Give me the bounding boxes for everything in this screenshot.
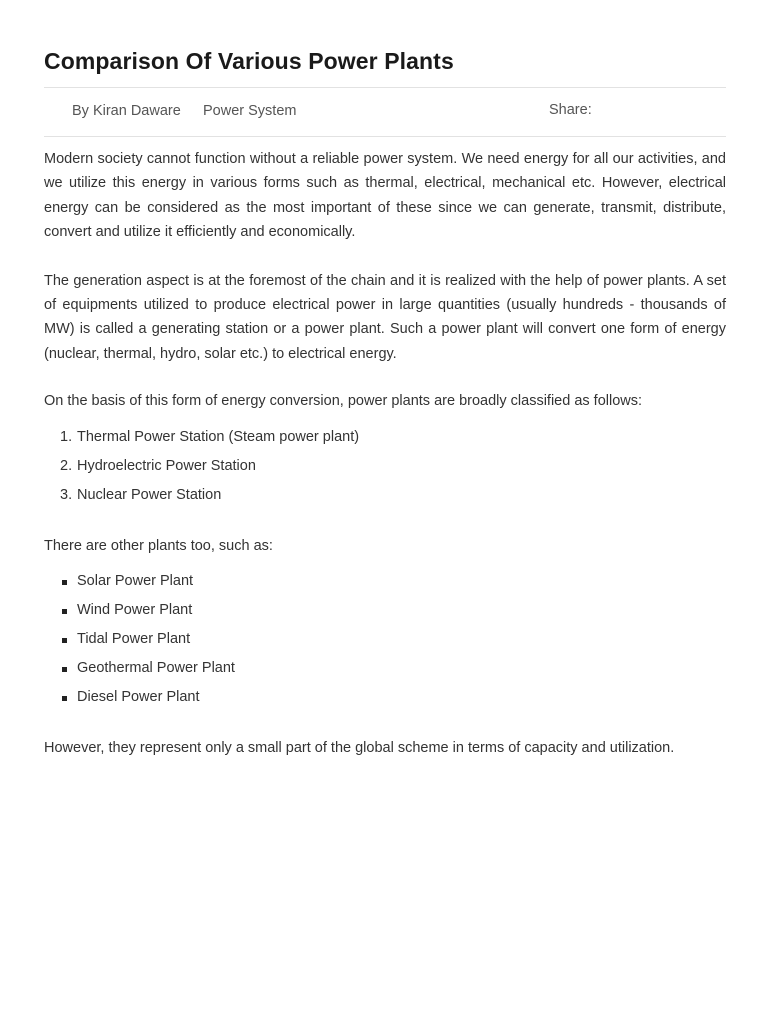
article-body xyxy=(44,147,726,760)
category-link[interactable]: Power System xyxy=(203,103,297,119)
article xyxy=(44,0,726,760)
list-item xyxy=(44,683,726,712)
author-link[interactable]: By Kiran Daware xyxy=(72,103,181,119)
bullet-icon xyxy=(62,638,67,643)
list-item-text: Wind Power Plant xyxy=(77,602,193,619)
page-title: Comparison Of Various Power Plants xyxy=(44,48,454,74)
list-number: 3. xyxy=(60,486,73,503)
bullet-icon xyxy=(62,580,67,585)
list-item-text: Hydroelectric Power Station xyxy=(77,457,256,474)
bullet-icon xyxy=(62,667,67,672)
article-meta-bar xyxy=(44,87,726,137)
paragraph-other-plants: There are other plants too, such as: xyxy=(44,537,273,554)
list-item xyxy=(44,481,726,510)
bullet-icon xyxy=(62,696,67,701)
paragraph-conclusion: However, they represent only a small part of the global scheme in terms of capacity and utilization. xyxy=(44,740,675,757)
paragraph-intro: Modern society cannot function without a reliable power system. We need energy for all our activities, and we utilize this energy in various forms such as thermal, electrical, mechanical etc. However, electrical energy can be considered as the most important of these since we can generate, transmit, distribute, convert and utilize it efficiently and economically. xyxy=(44,151,726,241)
list-item-text: Solar Power Plant xyxy=(77,573,194,590)
main-plant-types-list xyxy=(44,423,726,510)
list-item-text: Diesel Power Plant xyxy=(77,689,200,706)
list-number: 1. xyxy=(60,428,73,445)
list-item-text: Tidal Power Plant xyxy=(77,631,191,648)
list-item-text: Nuclear Power Station xyxy=(77,486,222,503)
bullet-icon xyxy=(62,609,67,614)
list-item xyxy=(44,452,726,481)
other-plant-types-list xyxy=(44,567,726,712)
list-item xyxy=(44,625,726,654)
list-item xyxy=(44,596,726,625)
list-item xyxy=(44,654,726,683)
list-item xyxy=(44,567,726,596)
share-label: Share: xyxy=(549,102,592,118)
list-number: 2. xyxy=(60,457,73,474)
list-item-text: Geothermal Power Plant xyxy=(77,660,235,677)
list-item-text: Thermal Power Station (Steam power plant) xyxy=(77,428,360,445)
paragraph-classification: On the basis of this form of energy conversion, power plants are broadly classified as follows: xyxy=(44,393,643,410)
paragraph-generation: The generation aspect is at the foremost of the chain and it is realized with the help of power plants. A set of equipments utilized to produce electrical power in large quantities (usually hundreds - thousands of MW) is called a generating station or a power plant. Such a power plant will convert one form of energy (nuclear, thermal, hydro, solar etc.) to electrical energy. xyxy=(44,272,726,362)
list-item xyxy=(44,423,726,452)
